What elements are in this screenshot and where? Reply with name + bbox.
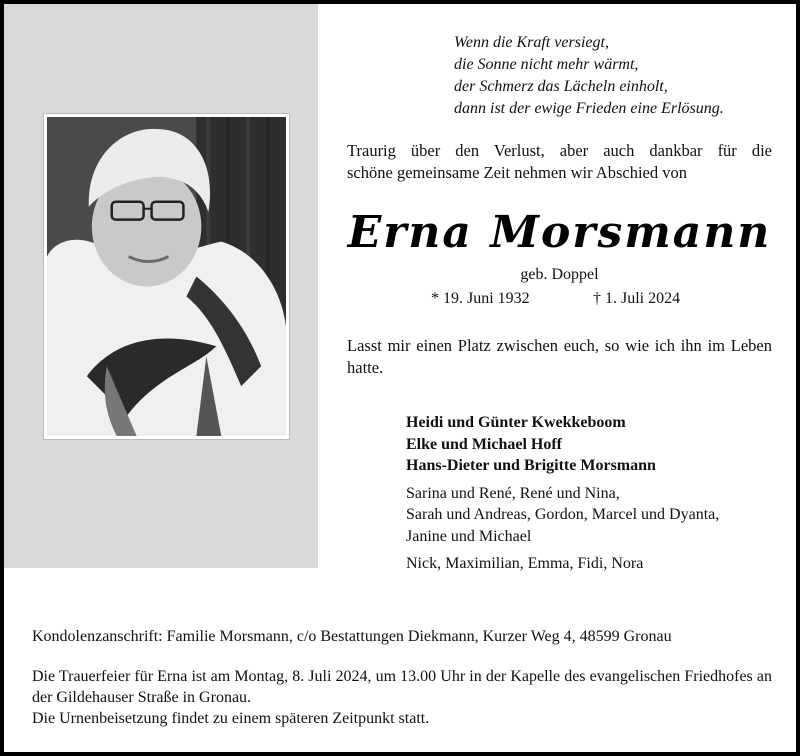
deceased-name: Erna Morsmann [347, 207, 772, 258]
verse [454, 32, 784, 120]
farewell-quote: Lasst mir einen Platz zwischen euch, so wie ich ihn im Leben hatte. [347, 336, 772, 377]
portrait-photo-frame [44, 114, 289, 439]
verse-line: der Schmerz das Lächeln einholt, [454, 78, 668, 95]
birth-date: * 19. Juni 1932 [431, 290, 530, 307]
children-family: Elke und Michael Hoff [406, 435, 563, 453]
grandchildren-line: Sarina und René, René und Nina, [406, 484, 620, 502]
funeral-details: Die Trauerfeier für Erna ist am Montag, 8. Juli 2024, um 13.00 Uhr in der Kapelle des evangelischen Friedhofes an der Gildehauser Straße in Gronau. [32, 668, 772, 706]
urn-burial-details: Die Urnenbeisetzung findet zu einem späteren Zeitpunkt statt. [32, 710, 430, 727]
intro-text [347, 140, 772, 184]
grandchildren [406, 483, 786, 548]
verse-line: Wenn die Kraft versiegt, [454, 34, 609, 51]
mourners-list [406, 412, 786, 575]
grandchildren-line: Janine und Michael [406, 527, 532, 545]
intro-line: schöne gemeinsame Zeit nehmen wir Abschied von [347, 163, 687, 182]
great-grandchildren: Nick, Maximilian, Emma, Fidi, Nora [406, 555, 644, 572]
intro-line: Traurig über den Verlust, aber auch dankbar für die [347, 141, 772, 160]
service-info [32, 666, 772, 729]
children-family: Heidi und Günter Kwekkeboom [406, 414, 626, 431]
children-family: Hans-Dieter und Brigitte Morsmann [406, 457, 656, 474]
grandchildren-line: Sarah und Andreas, Gordon, Marcel und Dyanta, [406, 506, 720, 523]
maiden-name: geb. Doppel [520, 266, 599, 283]
death-date: † 1. Juli 2024 [593, 290, 681, 307]
verse-line: die Sonne nicht mehr wärmt, [454, 56, 639, 73]
condolence-address: Kondolenzanschrift: Familie Morsmann, c/o Bestattungen Diekmann, Kurzer Weg 4, 48599 Gronau [32, 628, 672, 645]
portrait-photo [47, 117, 286, 436]
verse-line: dann ist der ewige Frieden eine Erlösung. [454, 100, 724, 117]
